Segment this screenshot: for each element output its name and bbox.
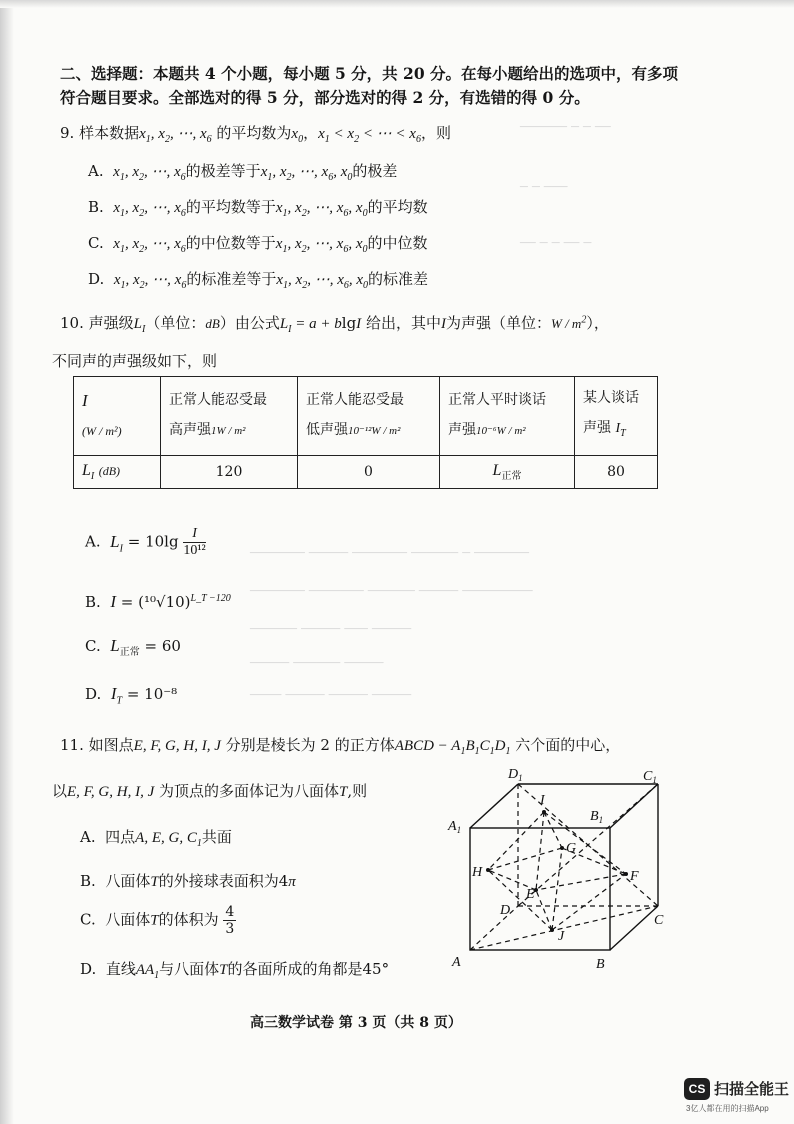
bleed-through: ─ ─ ─── xyxy=(520,180,568,195)
section-header-line1: 二、选择题：本题共 4 个小题，每小题 5 分，共 20 分。在每小题给出的选项中，有多项 xyxy=(60,64,679,83)
header-unit: 1W / m² xyxy=(211,425,246,438)
q10-option-a[interactable]: A. $L_I = 10\lg$ $\frac{I}{\text{10¹²}}$ xyxy=(85,526,206,558)
q11-option-c[interactable]: C. 八面体T的体积为 $\frac{4}{3}$ xyxy=(80,904,235,937)
bleed-through: ────── ───── ─── ───── xyxy=(250,622,412,637)
label-c1: $C_1$ xyxy=(643,769,657,785)
q10-option-c[interactable]: C. $L_{正常} = 60$ xyxy=(85,636,181,658)
option-formula: = 60 xyxy=(144,637,181,655)
option-text: 的标准差 xyxy=(368,270,429,288)
octa-edge xyxy=(536,890,552,930)
label-a: A xyxy=(452,955,461,970)
option-label: B. xyxy=(80,872,96,890)
q10-option-d[interactable]: D. $I_T = 10^{-8}$ xyxy=(85,684,178,707)
label-g: G xyxy=(566,841,577,856)
option-text: 四点 xyxy=(105,828,136,846)
octa-edge xyxy=(536,812,544,890)
q9-stem: 9. 样本数据$x_1$, $x_2$, ⋯, $x_6$ 的平均数为$x_0$，$x_1 < x_2$ < ⋯ < $x_6$，则 xyxy=(60,124,451,145)
q9-option-d[interactable]: D. $x_1$, $x_2$, ⋯, $x_6$的标准差等于$x_1$, $x_2$, ⋯, $x_6$, $x_0$的标准差 xyxy=(88,270,429,291)
scanner-brand: 扫描全能王 xyxy=(714,1081,790,1098)
q11-option-d[interactable]: D. 直线$AA_1$与八面体T的各面所成的角都是45° xyxy=(80,960,390,981)
q11-stem-text: ,则 xyxy=(347,782,368,800)
q10-stem-line2: 不同声的声强级如下，则 xyxy=(52,352,218,370)
bleed-through: ───── ────── ───── xyxy=(250,656,384,671)
table-header-cell xyxy=(298,377,440,456)
label-a1: $A_1$ xyxy=(448,819,462,835)
q11-stem-text: 以 xyxy=(52,782,68,800)
fraction-numerator: 4 xyxy=(225,904,235,920)
camscanner-logo: CS xyxy=(684,1078,710,1100)
option-label: D. xyxy=(88,270,105,288)
fraction-denominator: 10¹² xyxy=(183,543,206,558)
bleed-through: ── ─ ─ ── ─ xyxy=(520,236,592,251)
label-j: J xyxy=(558,929,565,944)
option-formula: = 10⁻⁸ xyxy=(126,685,178,703)
bleed-through: ─────── ─────── ────── ───── ───────── xyxy=(250,584,533,599)
option-text: 的中位数 xyxy=(367,234,428,252)
option-text: 的标准差等于 xyxy=(186,270,277,288)
label-h: H xyxy=(472,865,483,880)
table-cell: 0 xyxy=(298,455,440,488)
octa-edge xyxy=(552,848,562,930)
option-text: 的平均数等于 xyxy=(185,198,276,216)
fraction-numerator: I xyxy=(183,526,205,543)
label-f: F xyxy=(630,869,639,884)
scanner-tagline: 3亿人都在用的扫描App xyxy=(686,1104,769,1113)
option-label: C. xyxy=(88,234,104,252)
header-text: 正常人平时谈话 xyxy=(448,392,546,409)
vertex-dot xyxy=(560,846,564,850)
option-text: 的极差 xyxy=(352,162,398,180)
q9-option-b[interactable]: B. $x_1$, $x_2$, ⋯, $x_6$的平均数等于$x_1$, $x_2$, ⋯, $x_6$, $x_0$的平均数 xyxy=(88,198,428,219)
header-text: 低声强 xyxy=(306,422,348,439)
fraction-denominator: 3 xyxy=(225,921,235,937)
q10-option-b[interactable]: B. $I = (^{10}√10)^{L\_T -120}$ xyxy=(85,592,231,611)
octa-edge xyxy=(536,874,626,890)
fraction xyxy=(183,526,205,559)
option-label: C. xyxy=(85,637,101,655)
q11-stem-a: 如图点 xyxy=(88,736,134,754)
option-formula: = (¹⁰√10) xyxy=(120,593,191,611)
q9-number: 9. xyxy=(60,124,75,142)
table-header-cell: 某人谈话 声强 $I_T$ xyxy=(575,377,658,456)
q10-stem-a: 声强级 xyxy=(88,314,134,332)
header-unit: 10⁻⁶W / m² xyxy=(476,425,526,438)
q11-stem-text: 为顶点的多面体记为八面体 xyxy=(159,782,340,800)
bleed-through: ────── ─ ─ ── xyxy=(520,120,611,135)
fraction xyxy=(223,904,236,937)
table-header-cell xyxy=(440,377,575,456)
q10-stem-e: 为声强（单位： xyxy=(445,314,551,332)
table-header-cell xyxy=(74,377,161,456)
octa-edge xyxy=(488,870,552,930)
vertex-dot xyxy=(550,928,554,932)
option-formula: = 10lg xyxy=(127,532,179,551)
vertex-dot xyxy=(542,810,546,814)
row-label-unit: (dB) xyxy=(98,463,121,478)
q9-option-a[interactable]: A. $x_1$, $x_2$, ⋯, $x_6$的极差等于$x_1$, $x_2$, ⋯, $x_6$, $x_0$的极差 xyxy=(88,162,398,183)
octa-edge xyxy=(544,812,626,874)
q9-stem-b: 的平均数为 xyxy=(216,124,292,142)
label-d: D xyxy=(500,903,511,918)
q9-option-c[interactable]: C. $x_1$, $x_2$, ⋯, $x_6$的中位数等于$x_1$, $x_2$, ⋯, $x_6$, $x_0$的中位数 xyxy=(88,234,428,255)
q10-number: 10. xyxy=(60,314,84,332)
option-text: 八面体 xyxy=(105,910,151,929)
octa-edge xyxy=(552,874,626,930)
option-text: 的中位数等于 xyxy=(185,234,276,252)
octa-edge xyxy=(544,812,562,848)
cube-octahedron-figure xyxy=(440,760,680,980)
option-text: 的体积为 xyxy=(158,910,219,929)
label-i: I xyxy=(540,793,545,808)
normal-subscript: 正常 xyxy=(501,470,522,482)
header-text: 声强 xyxy=(583,420,611,436)
option-text: 的外接球表面积为 xyxy=(158,872,279,890)
table-cell: 120 xyxy=(161,455,298,488)
q11-stem-c: 六个面的中心， xyxy=(515,736,621,754)
q10-stem-f: ）， xyxy=(586,314,609,332)
table-cell: $L_{正常}$ xyxy=(440,455,575,488)
option-label: B. xyxy=(85,593,101,611)
bleed-through: ──── ───── ───── ───── xyxy=(250,688,412,703)
q10-stem-d: 给出，其中 xyxy=(365,314,441,332)
table-cell: 80 xyxy=(575,455,658,488)
label-e: E xyxy=(526,887,535,902)
option-exponent: L_T −120 xyxy=(190,593,231,604)
q11-stem-line2: 以E, F, G, H, I, J 为顶点的多面体记为八面体T,则 xyxy=(52,782,368,800)
label-d1: $D_1$ xyxy=(508,767,523,783)
row-label: L xyxy=(82,461,91,479)
q9-stem-c: ，则 xyxy=(420,124,451,142)
option-text: 直线 xyxy=(105,960,136,978)
q10-stem-b: （单位： xyxy=(145,314,206,332)
header-text: 某人谈话 xyxy=(583,390,639,406)
option-label: D. xyxy=(85,685,102,703)
option-label: A. xyxy=(80,828,96,846)
header-text: 高声强 xyxy=(169,422,211,439)
option-text: 的平均数 xyxy=(367,198,428,216)
option-text: 的极差等于 xyxy=(185,162,261,180)
sound-level-table xyxy=(73,376,658,489)
hidden-edge xyxy=(470,906,518,950)
scan-top-shadow xyxy=(0,0,794,8)
header-text: 声强 xyxy=(448,422,476,439)
option-text: 共面 xyxy=(201,828,232,846)
option-label: A. xyxy=(88,162,104,180)
option-text: 八面体 xyxy=(105,872,151,890)
option-subscript: 正常 xyxy=(119,647,140,658)
header-text: 正常人能忍受最 xyxy=(306,392,404,409)
table-row xyxy=(74,377,658,456)
label-c: C xyxy=(654,913,664,928)
q11-number: 11. xyxy=(60,736,84,754)
option-text: 的各面所成的角都是45° xyxy=(227,960,390,978)
header-unit: 10⁻¹²W / m² xyxy=(348,425,401,438)
q10-stem-c: ）由公式 xyxy=(219,314,280,332)
option-label: C. xyxy=(80,910,96,929)
option-text: 与八面体 xyxy=(159,960,220,978)
cube-edge xyxy=(610,906,658,950)
option-label: D. xyxy=(80,960,97,978)
cube-edge xyxy=(470,784,518,828)
label-b1: $B_1$ xyxy=(590,809,604,825)
header-symbol: I xyxy=(82,390,88,410)
option-label: A. xyxy=(85,532,101,551)
label-b: B xyxy=(596,957,605,972)
section-header-line2: 符合题目要求。全部选对的得 5 分，部分选对的得 2 分，有选错的得 0 分。 xyxy=(60,88,590,107)
bleed-through: ─────── ───── ─────── ────── ─ ─────── xyxy=(250,546,529,561)
vertex-dot xyxy=(624,872,628,876)
table-row xyxy=(74,455,658,488)
vertex-dot xyxy=(534,888,538,892)
scan-edge-shadow xyxy=(0,0,14,1124)
q11-stem-b: 分别是棱长为 2 的正方体 xyxy=(225,736,395,754)
header-unit: (W / m²) xyxy=(82,423,122,438)
q10-stem: 10. 声强级$L_I$（单位：dB）由公式$L_I = a + blgI$ 给出，其中I为声强（单位：W / $m^2$）， xyxy=(60,314,609,335)
table-header-cell xyxy=(161,377,298,456)
q11-option-b[interactable]: B. 八面体T的外接球表面积为4π xyxy=(80,872,296,890)
q11-option-a[interactable]: A. 四点A, E, G, $C_1$共面 xyxy=(80,828,232,849)
q9-stem-a: 样本数据 xyxy=(79,124,140,142)
page-footer: 高三数学试卷 第 3 页（共 8 页） xyxy=(250,1015,462,1031)
option-label: B. xyxy=(88,198,104,216)
table-cell: $L_I$ (dB) xyxy=(74,455,161,488)
header-text: 正常人能忍受最 xyxy=(169,392,267,409)
vertex-dot xyxy=(486,868,490,872)
q11-stem: 11. 如图点E, F, G, H, I, J 分别是棱长为 2 的正方体ABCD − $A_1B_1C_1D_1$ 六个面的中心， xyxy=(60,736,621,757)
